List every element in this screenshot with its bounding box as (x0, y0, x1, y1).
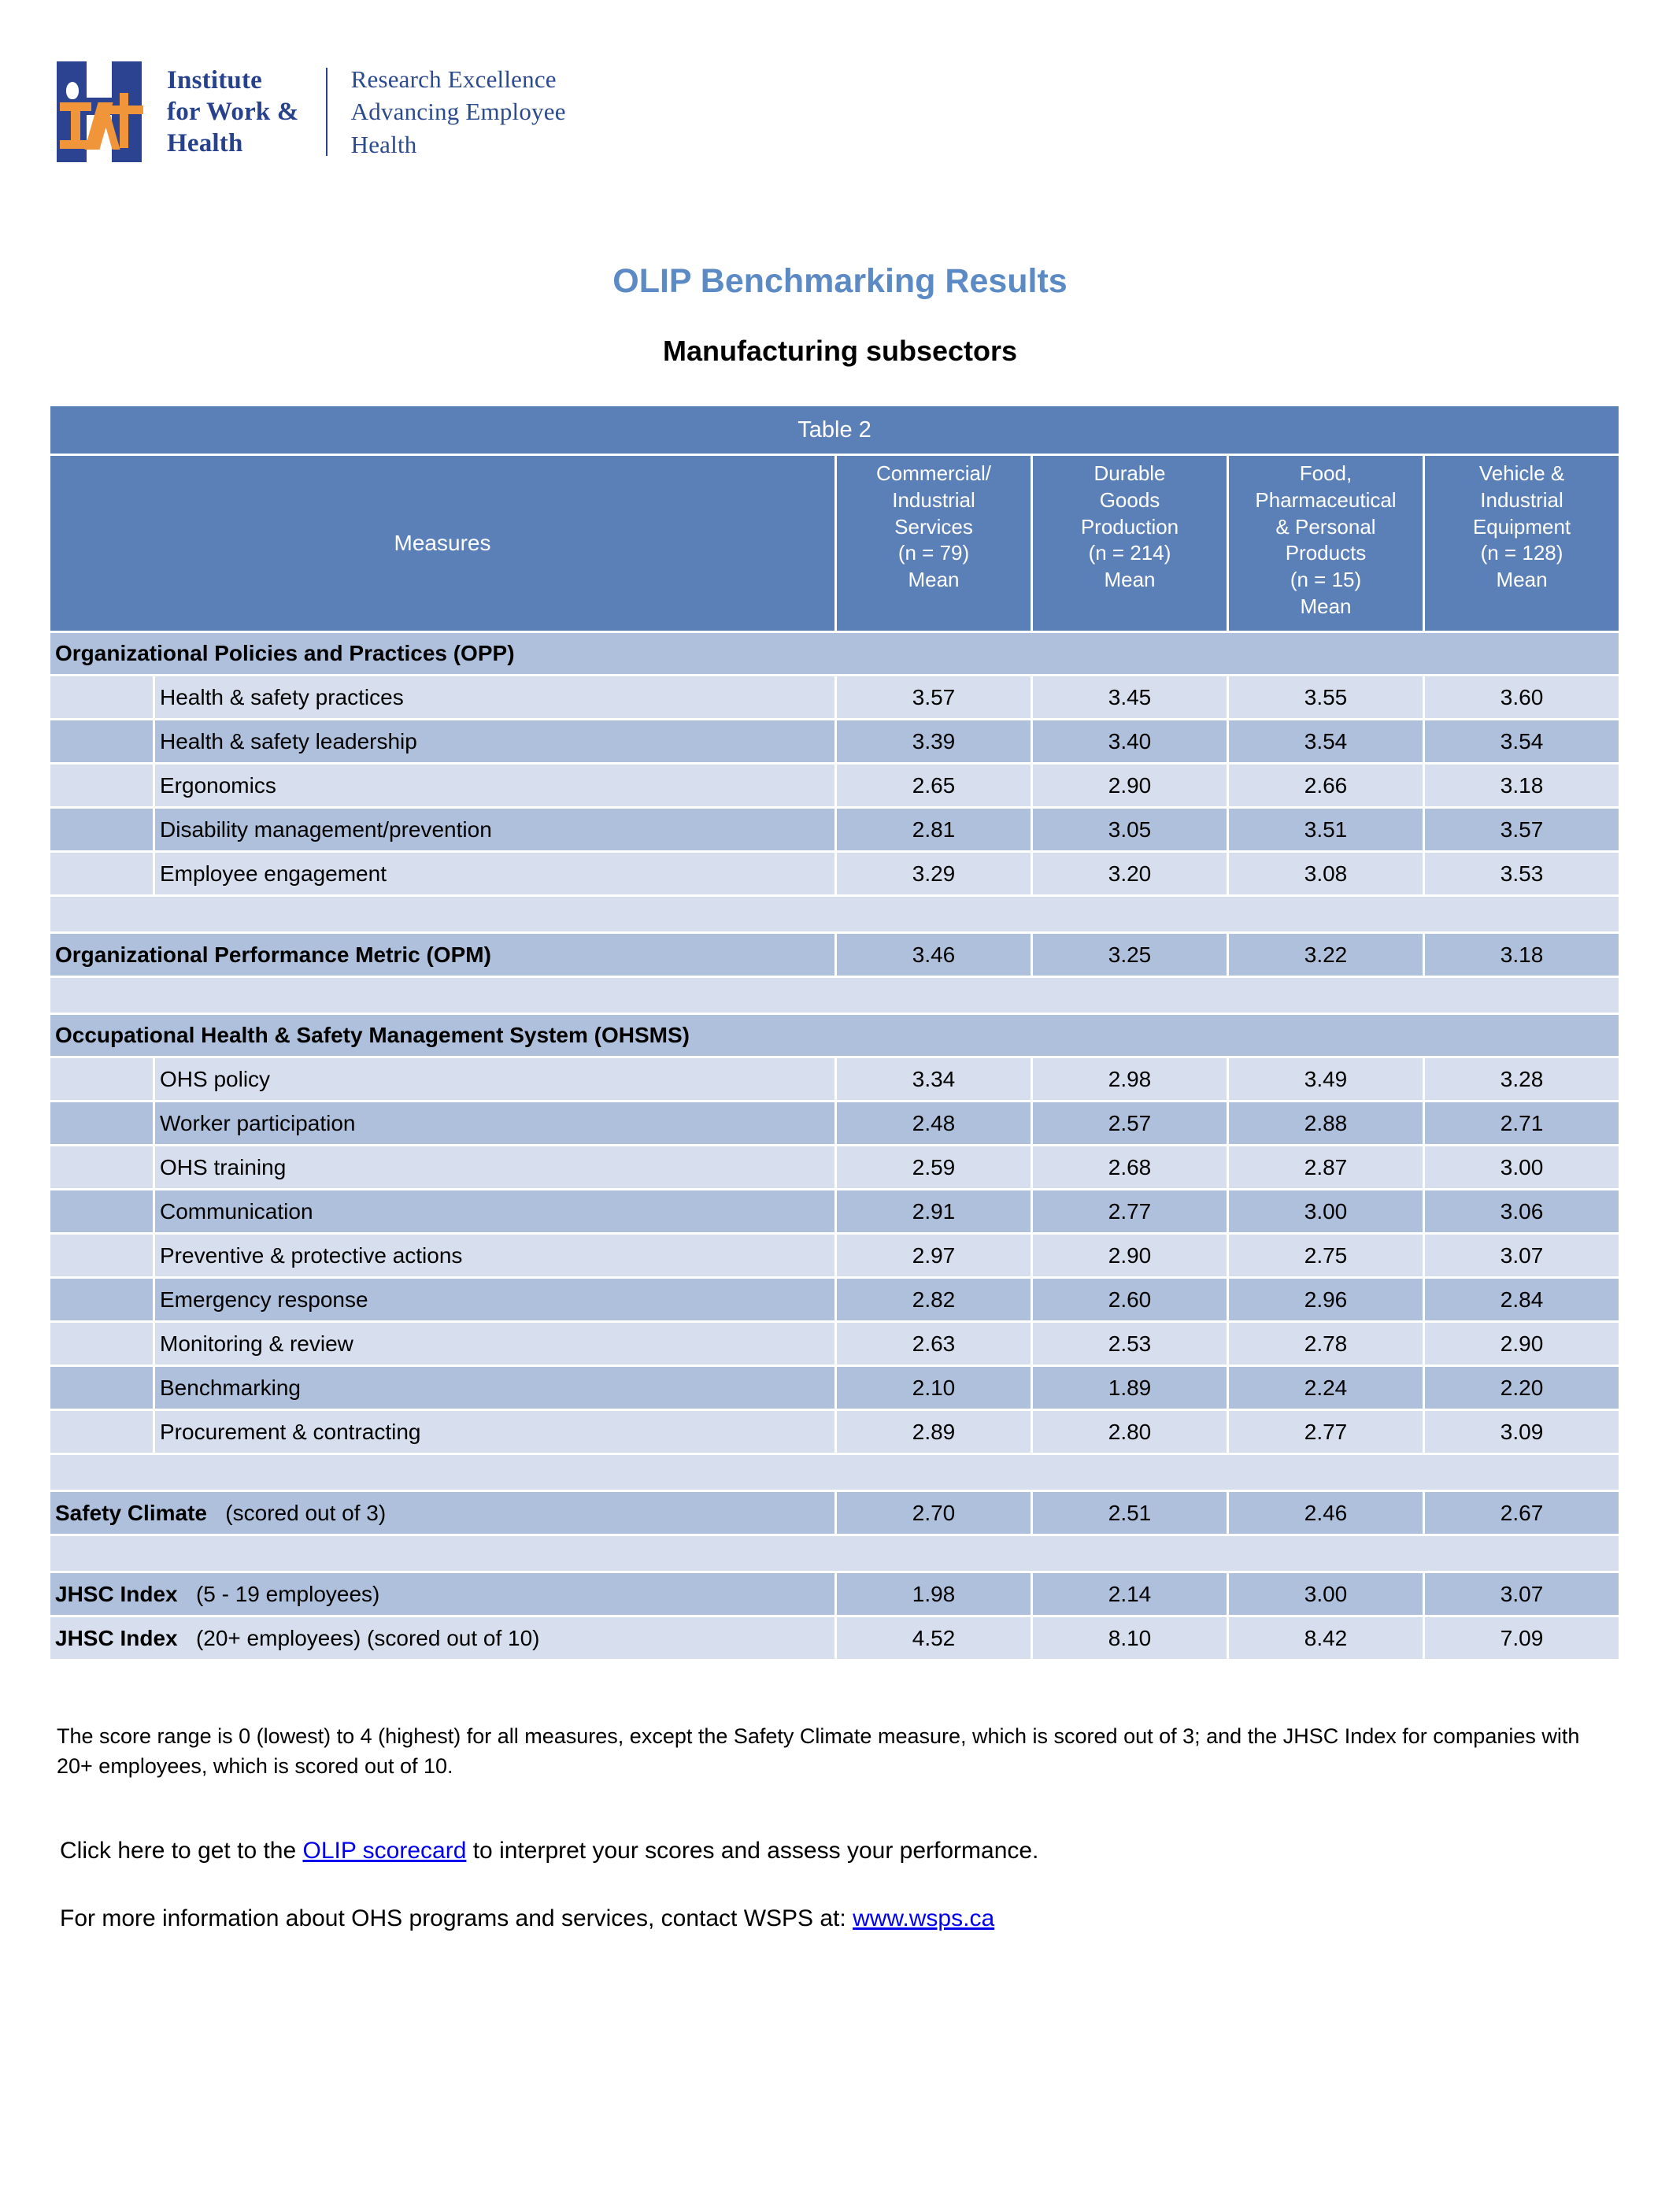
row-indent (50, 676, 153, 720)
opm-value-col-4: 3.18 (1423, 934, 1619, 978)
table-header-row (50, 456, 1619, 633)
measure-value-col-2: 2.77 (1031, 1190, 1227, 1235)
measure-value-col-4: 3.06 (1423, 1190, 1619, 1235)
wsps-website-link[interactable]: www.wsps.ca (853, 1905, 995, 1931)
measure-value-col-3: 3.51 (1227, 809, 1423, 853)
measure-value-col-1: 2.82 (834, 1279, 1031, 1323)
scorecard-line-pre: Click here to get to the (60, 1838, 303, 1864)
spacer-cell (50, 1455, 1619, 1492)
measure-value-col-2: 2.60 (1031, 1279, 1227, 1323)
table-row (50, 676, 1619, 720)
measure-value-col-1: 2.97 (834, 1235, 1031, 1279)
table-row (50, 720, 1619, 765)
column-header-line: Pharmaceutical (1255, 487, 1397, 512)
table-row (50, 1146, 1619, 1190)
column-header-line: Vehicle & (1478, 461, 1565, 485)
opm-value-col-1: 3.46 (834, 934, 1031, 978)
column-header-1 (834, 456, 1031, 633)
column-header-3 (1227, 456, 1423, 633)
measure-value-col-3: 3.00 (1227, 1190, 1423, 1235)
measure-value-col-2: 3.40 (1031, 720, 1227, 765)
safety-climate-value-col-3: 2.46 (1227, 1492, 1423, 1536)
row-indent (50, 1279, 153, 1323)
column-header-line: Mean (1300, 594, 1352, 618)
column-header-line: Mean (1104, 568, 1156, 592)
measure-value-col-4: 3.09 (1423, 1411, 1619, 1455)
column-header-line: Mean (1496, 568, 1548, 592)
page-title: OLIP Benchmarking Results (612, 262, 1068, 300)
spacer-cell (50, 1536, 1619, 1573)
jhsc-index-large-sublabel: (20+ employees) (scored out of 10) (177, 1625, 540, 1650)
jhsc-index-small-sublabel: (5 - 19 employees) (177, 1581, 380, 1606)
measure-value-col-4: 3.54 (1423, 720, 1619, 765)
jhsc-index-small-value-col-1: 1.98 (834, 1573, 1031, 1617)
spacer-row-3 (50, 1455, 1619, 1492)
column-header-line: (n = 214) (1088, 541, 1171, 565)
column-header-line: Commercial/ (876, 461, 991, 485)
row-indent (50, 809, 153, 853)
spacer-cell (50, 897, 1619, 934)
opm-value-col-3: 3.22 (1227, 934, 1423, 978)
measure-label: OHS training (153, 1146, 834, 1190)
table-row (50, 1279, 1619, 1323)
column-header-line: (n = 79) (897, 541, 970, 565)
jhsc-index-small-value-col-3: 3.00 (1227, 1573, 1423, 1617)
column-header-line: Goods (1099, 487, 1160, 512)
table-row (50, 1190, 1619, 1235)
jhsc-index-large-value-col-4: 7.09 (1423, 1617, 1619, 1661)
measure-value-col-4: 3.00 (1423, 1146, 1619, 1190)
measure-value-col-3: 3.55 (1227, 676, 1423, 720)
safety-climate-label: Safety Climate (scored out of 3) (50, 1492, 834, 1536)
measure-value-col-2: 2.90 (1031, 765, 1227, 809)
column-header-line: Products (1285, 541, 1367, 565)
column-header-line: Mean (908, 568, 960, 592)
measure-label: Health & safety leadership (153, 720, 834, 765)
column-header-line: Industrial (892, 487, 975, 512)
measure-value-col-3: 2.96 (1227, 1279, 1423, 1323)
measure-value-col-2: 1.89 (1031, 1367, 1227, 1411)
row-indent (50, 1235, 153, 1279)
measure-value-col-4: 2.90 (1423, 1323, 1619, 1367)
measure-label: Health & safety practices (153, 676, 834, 720)
measure-value-col-2: 2.57 (1031, 1102, 1227, 1146)
jhsc-index-large-value-col-1: 4.52 (834, 1617, 1031, 1661)
logo-divider (326, 68, 327, 156)
measure-value-col-4: 3.07 (1423, 1235, 1619, 1279)
spacer-row-2 (50, 978, 1619, 1015)
measure-value-col-2: 2.98 (1031, 1058, 1227, 1102)
measure-label: Benchmarking (153, 1367, 834, 1411)
spacer-row-4 (50, 1536, 1619, 1573)
jhsc-index-small-value-col-4: 3.07 (1423, 1573, 1619, 1617)
measure-value-col-2: 2.80 (1031, 1411, 1227, 1455)
measure-value-col-2: 3.45 (1031, 676, 1227, 720)
iwh-logo-icon (50, 61, 151, 162)
spacer-row-1 (50, 897, 1619, 934)
measure-value-col-1: 2.48 (834, 1102, 1031, 1146)
measure-value-col-1: 3.29 (834, 853, 1031, 897)
measure-value-col-2: 2.68 (1031, 1146, 1227, 1190)
olip-scorecard-link[interactable]: OLIP scorecard (302, 1838, 467, 1864)
row-indent (50, 853, 153, 897)
logo-tag-line-1: Research Excellence (350, 65, 557, 94)
jhsc-index-small-row (50, 1573, 1619, 1617)
column-header-line: (n = 15) (1290, 568, 1362, 592)
section-heading-row (50, 633, 1619, 676)
measure-label: Procurement & contracting (153, 1411, 834, 1455)
measure-value-col-3: 2.77 (1227, 1411, 1423, 1455)
spacer-cell (50, 978, 1619, 1015)
table-row (50, 1058, 1619, 1102)
column-header-line: & Personal (1275, 514, 1376, 539)
safety-climate-value-col-2: 2.51 (1031, 1492, 1227, 1536)
section-heading: Occupational Health & Safety Management System (OHSMS) (50, 1015, 1619, 1058)
measure-value-col-3: 3.54 (1227, 720, 1423, 765)
measure-value-col-4: 3.28 (1423, 1058, 1619, 1102)
measure-value-col-1: 2.59 (834, 1146, 1031, 1190)
column-header-line: Production (1080, 514, 1179, 539)
measure-value-col-4: 2.71 (1423, 1102, 1619, 1146)
measure-label: Monitoring & review (153, 1323, 834, 1367)
logo-org-line-1: Institute (167, 65, 262, 94)
measure-value-col-1: 2.89 (834, 1411, 1031, 1455)
measure-label: Employee engagement (153, 853, 834, 897)
jhsc-index-large-label: JHSC Index (20+ employees) (scored out of 10) (50, 1617, 834, 1661)
jhsc-index-small-value-col-2: 2.14 (1031, 1573, 1227, 1617)
measure-label: Disability management/prevention (153, 809, 834, 853)
logo-org-name (167, 65, 299, 160)
column-header-line: (n = 128) (1480, 541, 1563, 565)
measure-value-col-3: 3.49 (1227, 1058, 1423, 1102)
measure-value-col-1: 3.57 (834, 676, 1031, 720)
measure-label: Communication (153, 1190, 834, 1235)
row-indent (50, 1190, 153, 1235)
column-header-line: Food, (1299, 461, 1353, 485)
table-caption-row (50, 406, 1619, 456)
scorecard-line (60, 1838, 1038, 1864)
column-header-line: Industrial (1480, 487, 1563, 512)
table-caption: Table 2 (50, 406, 1619, 456)
section-heading: Organizational Policies and Practices (OPP) (50, 633, 1619, 676)
row-indent (50, 1323, 153, 1367)
measure-value-col-1: 2.91 (834, 1190, 1031, 1235)
logo-tagline (351, 63, 566, 161)
measure-value-col-1: 2.65 (834, 765, 1031, 809)
table-row (50, 1367, 1619, 1411)
row-indent (50, 1058, 153, 1102)
measure-value-col-4: 3.18 (1423, 765, 1619, 809)
safety-climate-value-col-4: 2.67 (1423, 1492, 1619, 1536)
safety-climate-value-col-1: 2.70 (834, 1492, 1031, 1536)
section-heading-row (50, 1015, 1619, 1058)
measure-value-col-4: 3.60 (1423, 676, 1619, 720)
measure-value-col-2: 3.20 (1031, 853, 1227, 897)
jhsc-index-large-row (50, 1617, 1619, 1661)
benchmarking-table (50, 406, 1619, 1661)
logo-tag-line-3: Health (350, 130, 417, 158)
iwh-logo (50, 61, 566, 162)
opm-value-col-2: 3.25 (1031, 934, 1227, 978)
wsps-line-pre: For more information about OHS programs and services, contact WSPS at: (60, 1905, 853, 1931)
table-row (50, 853, 1619, 897)
jhsc-index-small-label: JHSC Index (5 - 19 employees) (50, 1573, 834, 1617)
measure-value-col-1: 2.10 (834, 1367, 1031, 1411)
jhsc-index-large-value-col-3: 8.42 (1227, 1617, 1423, 1661)
measure-value-col-3: 2.87 (1227, 1146, 1423, 1190)
column-header-line: Equipment (1472, 514, 1571, 539)
column-header-2 (1031, 456, 1227, 633)
logo-org-line-2: for Work & (167, 97, 299, 126)
measure-value-col-3: 2.78 (1227, 1323, 1423, 1367)
table-row (50, 765, 1619, 809)
opm-row (50, 934, 1619, 978)
row-indent (50, 720, 153, 765)
measure-label: Emergency response (153, 1279, 834, 1323)
logo-tag-line-2: Advancing Employee (350, 98, 566, 126)
measure-value-col-3: 3.08 (1227, 853, 1423, 897)
scorecard-line-post: to interpret your scores and assess your performance. (466, 1838, 1039, 1864)
measure-value-col-2: 3.05 (1031, 809, 1227, 853)
measure-value-col-3: 2.24 (1227, 1367, 1423, 1411)
measure-label: Worker participation (153, 1102, 834, 1146)
row-indent (50, 1411, 153, 1455)
measure-value-col-1: 2.81 (834, 809, 1031, 853)
measure-label: Preventive & protective actions (153, 1235, 834, 1279)
measure-value-col-1: 3.39 (834, 720, 1031, 765)
measure-label: OHS policy (153, 1058, 834, 1102)
wsps-line (60, 1905, 994, 1932)
page-subtitle: Manufacturing subsectors (662, 335, 1018, 367)
row-indent (50, 1367, 153, 1411)
table-row (50, 1323, 1619, 1367)
column-header-line: Services (894, 514, 973, 539)
column-header-4 (1423, 456, 1619, 633)
safety-climate-sublabel: (scored out of 3) (206, 1500, 387, 1525)
table-row (50, 1235, 1619, 1279)
row-indent (50, 1146, 153, 1190)
measure-value-col-4: 2.84 (1423, 1279, 1619, 1323)
measure-value-col-3: 2.88 (1227, 1102, 1423, 1146)
column-header-line: Durable (1093, 461, 1166, 485)
measure-label: Ergonomics (153, 765, 834, 809)
score-range-note: The score range is 0 (lowest) to 4 (highest) for all measures, except the Safety Climate measure, which is scored out of 3; and the JHSC Index for companies with 20+ employees, which is scored out of 10. (57, 1724, 1580, 1779)
table-row (50, 1102, 1619, 1146)
measure-value-col-1: 2.63 (834, 1323, 1031, 1367)
table-row (50, 809, 1619, 853)
opm-label: Organizational Performance Metric (OPM) (50, 934, 834, 978)
measure-value-col-3: 2.75 (1227, 1235, 1423, 1279)
logo-org-line-3: Health (167, 129, 243, 158)
measure-value-col-4: 3.53 (1423, 853, 1619, 897)
safety-climate-row (50, 1492, 1619, 1536)
measure-value-col-4: 2.20 (1423, 1367, 1619, 1411)
measure-value-col-2: 2.53 (1031, 1323, 1227, 1367)
measure-value-col-2: 2.90 (1031, 1235, 1227, 1279)
column-header-measures: Measures (50, 456, 834, 633)
jhsc-index-large-value-col-2: 8.10 (1031, 1617, 1227, 1661)
table-row (50, 1411, 1619, 1455)
row-indent (50, 1102, 153, 1146)
measure-value-col-4: 3.57 (1423, 809, 1619, 853)
measure-value-col-1: 3.34 (834, 1058, 1031, 1102)
measure-value-col-3: 2.66 (1227, 765, 1423, 809)
row-indent (50, 765, 153, 809)
